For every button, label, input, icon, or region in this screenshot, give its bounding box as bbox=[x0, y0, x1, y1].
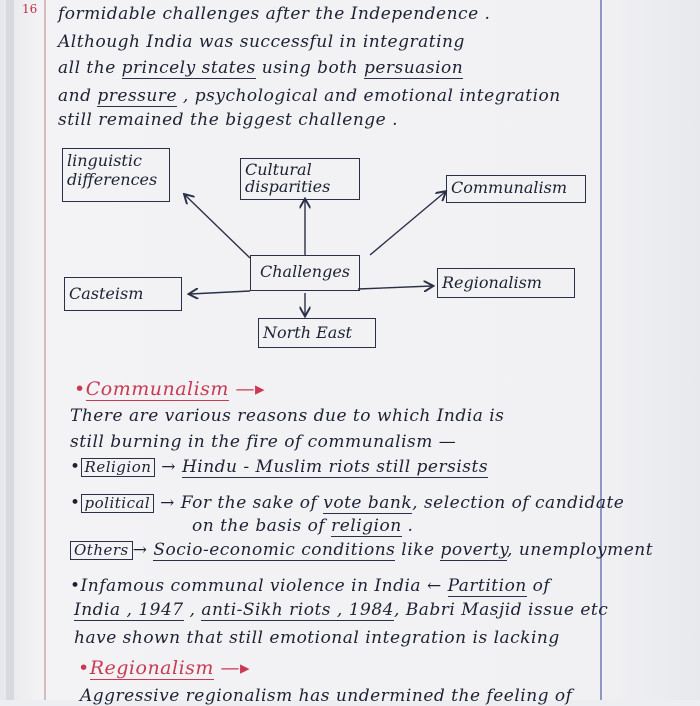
religion-tag: Religion bbox=[81, 458, 156, 477]
arrow-to-regionalism bbox=[358, 286, 432, 289]
box-north-east: North East bbox=[258, 318, 376, 348]
intro-line-2: Although India was successful in integrating bbox=[58, 32, 465, 52]
partition: Partition bbox=[447, 576, 527, 596]
bullet-dot: • bbox=[78, 657, 90, 679]
infamous-line-2: India , 1947 , anti-Sikh riots , 1984, Babri Masjid issue etc bbox=[74, 600, 609, 620]
box-regionalism: Regionalism bbox=[437, 268, 575, 298]
communalism-intro-2: still burning in the fire of communalism — bbox=[70, 432, 457, 452]
linguistic-line-2: differences bbox=[67, 170, 158, 189]
intro-line-4: and pressure , psychological and emotional integration bbox=[58, 86, 561, 106]
religion-row: • Religion → Hindu - Muslim riots still persists bbox=[70, 457, 489, 477]
underline-persuasion: persuasion bbox=[363, 58, 464, 78]
political-text-2a: on the basis of bbox=[192, 516, 326, 536]
political-row-2: on the basis of religion . bbox=[192, 516, 414, 536]
regionalism-cut-line: Aggressive regionalism has undermined the feeling of bbox=[80, 686, 573, 706]
underline-pressure: pressure bbox=[97, 86, 178, 106]
corner-mark: 16 bbox=[22, 2, 38, 16]
political-row: • political → For the sake of vote bank, selection of candidate bbox=[70, 493, 625, 513]
regionalism-heading bbox=[78, 657, 250, 679]
infamous-line-3: have shown that still emotional integration is lacking bbox=[74, 628, 560, 648]
infamous-text-1a: Infamous communal violence in India ← bbox=[80, 576, 442, 596]
cultural-line-2: disparities bbox=[245, 177, 331, 196]
box-challenges: Challenges bbox=[250, 255, 360, 291]
cultural-line-1: Cultural bbox=[245, 160, 312, 179]
babri-masjid: , Babri Masjid issue etc bbox=[393, 600, 609, 620]
others-tag: Others bbox=[70, 541, 133, 560]
arrow-to-casteism bbox=[190, 291, 250, 294]
communalism-intro-1: There are various reasons due to which India is bbox=[70, 406, 505, 426]
political-text-1a: For the sake of bbox=[180, 493, 318, 513]
infamous-of: of bbox=[532, 576, 551, 596]
others-like: like bbox=[401, 540, 435, 560]
red-arrow-icon: —▸ bbox=[235, 378, 266, 400]
infamous-line-1: •Infamous communal violence in India ← Partition of bbox=[70, 576, 551, 596]
socio-economic: Socio-economic conditions bbox=[153, 540, 396, 560]
unemployment: , unemployment bbox=[507, 540, 654, 560]
others-row: Others → Socio-economic conditions like poverty, unemployment bbox=[70, 540, 653, 560]
arrow-to-linguistic bbox=[185, 195, 250, 258]
vote-bank: vote bank bbox=[323, 493, 413, 513]
box-linguistic-differences bbox=[62, 148, 170, 202]
underline-princely-states: princely states bbox=[121, 58, 256, 78]
political-text-1b: , selection of candidate bbox=[412, 493, 625, 513]
linguistic-line-1: linguistic bbox=[67, 151, 142, 170]
box-communalism: Communalism bbox=[446, 175, 586, 203]
anti-sikh-riots: anti-Sikh riots , 1984 bbox=[201, 600, 394, 620]
intro-line-3: all the princely states using both persuasion bbox=[58, 58, 464, 78]
arrow-to-communalism bbox=[370, 192, 445, 255]
bullet-dot: • bbox=[74, 378, 86, 400]
communalism-heading bbox=[74, 378, 265, 400]
intro-line-1: formidable challenges after the Independence . bbox=[58, 4, 491, 24]
poverty: poverty bbox=[440, 540, 508, 560]
red-arrow-icon: —▸ bbox=[220, 657, 251, 679]
political-tag: political bbox=[81, 494, 155, 513]
intro-line-5: still remained the biggest challenge . bbox=[58, 110, 399, 130]
regionalism-heading-text: Regionalism bbox=[89, 657, 214, 679]
box-cultural-disparities bbox=[240, 158, 360, 200]
religion-text: Hindu - Muslim riots still persists bbox=[181, 457, 489, 477]
communalism-heading-text: Communalism bbox=[85, 378, 229, 400]
box-casteism: Casteism bbox=[64, 277, 182, 311]
india-1947: India , 1947 bbox=[74, 600, 184, 620]
political-religion: religion bbox=[331, 516, 402, 536]
